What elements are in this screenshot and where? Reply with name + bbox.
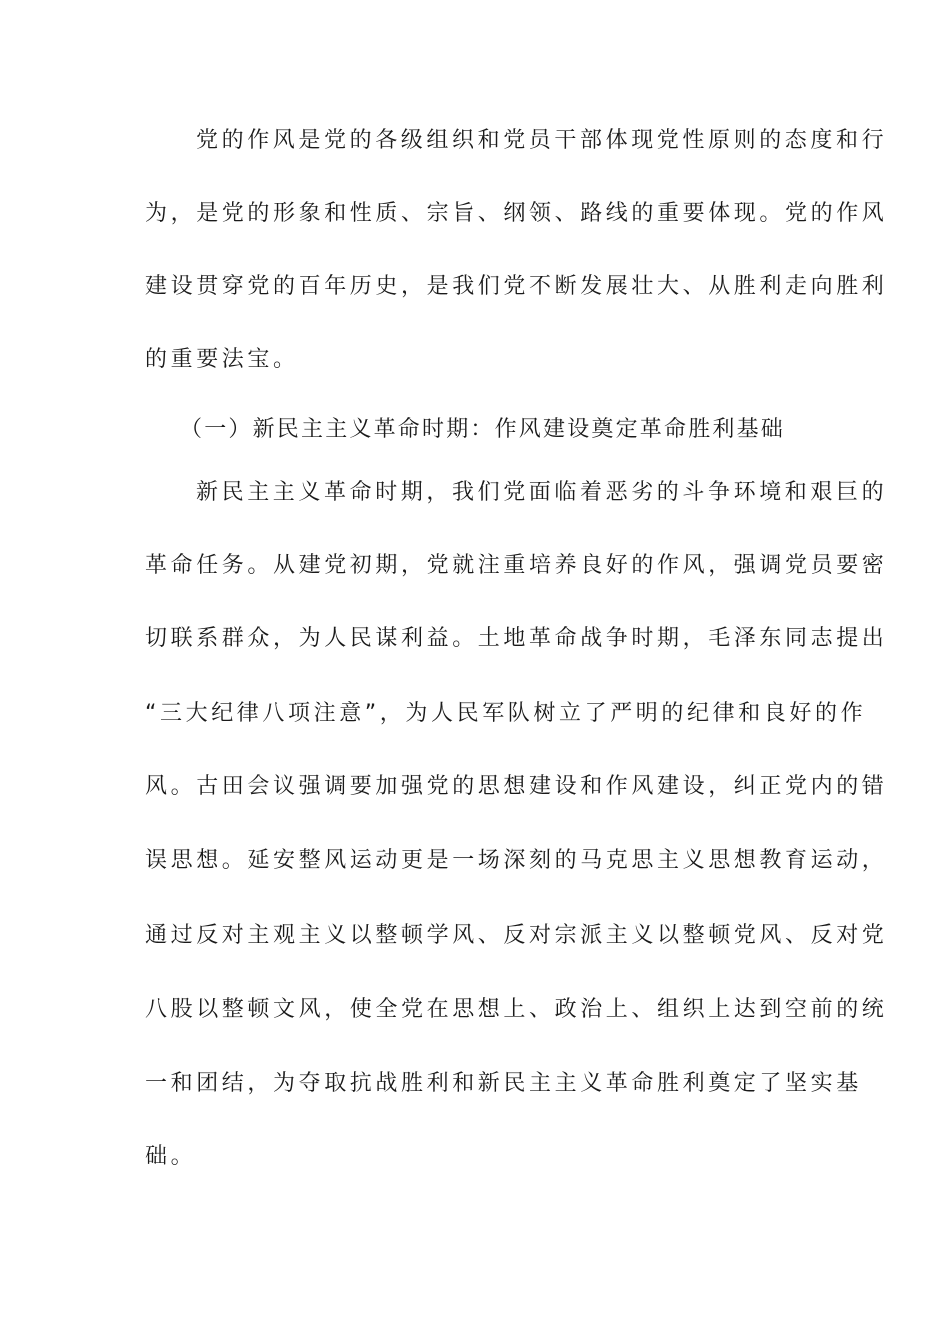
- paragraph-2-line-2: 革命任务。从建党初期，党就注重培养良好的作风，强调党员要密: [145, 553, 888, 578]
- paragraph-2-line-4: “三大纪律八项注意”，为人民军队树立了严明的纪律和良好的作: [145, 701, 867, 726]
- paragraph-1-line-3: 建设贯穿党的百年历史，是我们党不断发展壮大、从胜利走向胜利: [145, 274, 888, 299]
- paragraph-2-line-3: 切联系群众，为人民谋利益。土地革命战争时期，毛泽东同志提出: [145, 626, 888, 651]
- paragraph-1-line-4: 的重要法宝。: [145, 347, 299, 372]
- paragraph-2-line-9: 一和团结，为夺取抗战胜利和新民主主义革命胜利奠定了坚实基: [145, 1071, 862, 1096]
- paragraph-2-line-10: 础。: [145, 1144, 197, 1169]
- paragraph-2-line-8: 八股以整顿文风，使全党在思想上、政治上、组织上达到空前的统: [145, 997, 888, 1022]
- section-heading: （一）新民主主义革命时期：作风建设奠定革命胜利基础: [180, 417, 786, 442]
- paragraph-2-line-1: 新民主主义革命时期，我们党面临着恶劣的斗争环境和艰巨的: [196, 480, 888, 505]
- paragraph-2-line-5: 风。古田会议强调要加强党的思想建设和作风建设，纠正党内的错: [145, 774, 888, 799]
- paragraph-1-line-2: 为，是党的形象和性质、宗旨、纲领、路线的重要体现。党的作风: [145, 201, 888, 226]
- paragraph-2-line-6: 误思想。延安整风运动更是一场深刻的马克思主义思想教育运动，: [145, 848, 888, 873]
- paragraph-2-line-7: 通过反对主观主义以整顿学风、反对宗派主义以整顿党风、反对党: [145, 923, 888, 948]
- paragraph-1-line-1: 党的作风是党的各级组织和党员干部体现党性原则的态度和行: [196, 128, 888, 153]
